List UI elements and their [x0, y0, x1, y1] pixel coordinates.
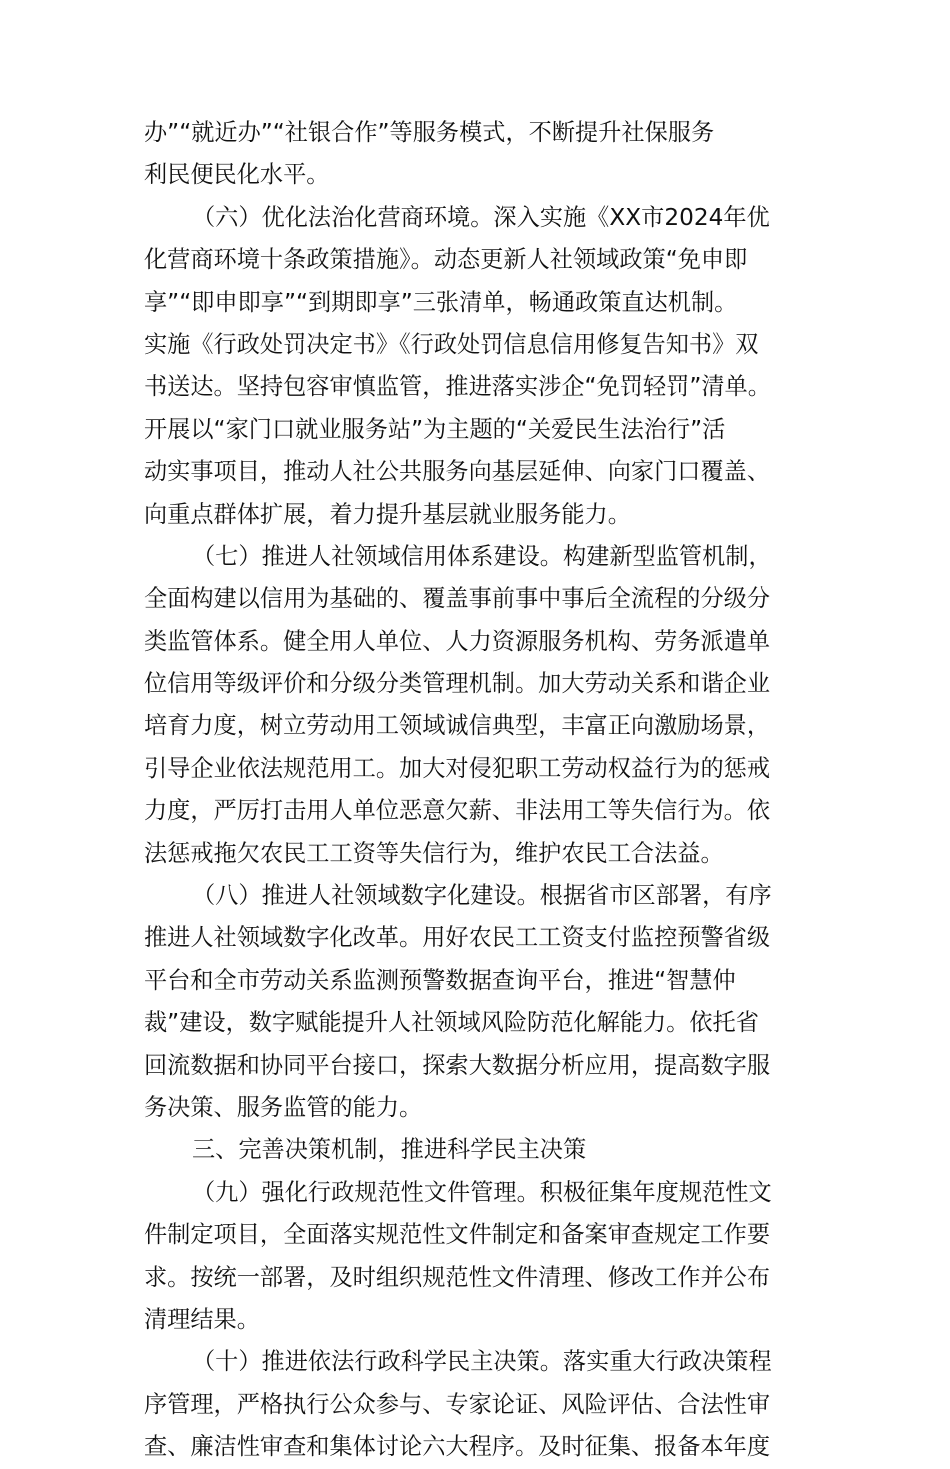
text-line: （九）强化行政规范性文件管理。积极征集年度规范性文 — [192, 1178, 772, 1206]
text-line: 动实事项目，推动人社公共服务向基层延伸、向家门口覆盖、 — [144, 458, 771, 486]
text-line: 全面构建以信用为基础的、覆盖事前事中事后全流程的分级分 — [144, 585, 771, 613]
text-line: 推进人社领域数字化改革。用好农民工工资支付监控预警省级 — [144, 924, 771, 952]
text-line: （六）优化法治化营商环境。深入实施《XX市2024年优 — [192, 203, 770, 231]
text-line: 类监管体系。健全用人单位、人力资源服务机构、劳务派遣单 — [144, 627, 771, 655]
text-line: 回流数据和协同平台接口，探索大数据分析应用，提高数字服 — [144, 1051, 771, 1079]
text-line: （七）推进人社领域信用体系建设。构建新型监管机制， — [192, 542, 772, 570]
text-line: 开展以“家门口就业服务站”为主题的“关爱民生法治行”活 — [144, 415, 726, 443]
text-line: 引导企业依法规范用工。加大对侵犯职工劳动权益行为的惩戒 — [144, 754, 771, 782]
text-line: 书送达。坚持包容审慎监管，推进落实涉企“免罚轻罚”清单。 — [144, 373, 771, 401]
text-line: 裁”建设，数字赋能提升人社领域风险防范化解能力。依托省 — [144, 1009, 759, 1037]
text-line: 向重点群体扩展，着力提升基层就业服务能力。 — [144, 500, 631, 528]
text-line: 清理结果。 — [144, 1305, 260, 1333]
text-line: 办”“就近办”“社银合作”等服务模式，不断提升社保服务 — [144, 119, 715, 146]
text-line: 求。按统一部署，及时组织规范性文件清理、修改工作并公布 — [144, 1263, 771, 1291]
text-line: 位信用等级评价和分级分类管理机制。加大劳动关系和谐企业 — [144, 670, 771, 698]
text-line: 利民便民化水平。 — [144, 161, 330, 189]
document-body — [144, 112, 810, 1469]
text-line: 三、完善决策机制，推进科学民主决策 — [192, 1136, 587, 1164]
text-line: 法惩戒拖欠农民工工资等失信行为，维护农民工合法益。 — [144, 839, 724, 867]
text-line: 培育力度，树立劳动用工领域诚信典型，丰富正向激励场景， — [144, 712, 771, 740]
text-line: 序管理，严格执行公众参与、专家论证、风险评估、合法性审 — [144, 1390, 771, 1418]
text-line: 件制定项目，全面落实规范性文件制定和备案审查规定工作要 — [144, 1221, 771, 1249]
text-line: 查、廉洁性审查和集体讨论六大程序。及时征集、报备本年度 — [144, 1433, 771, 1461]
text-line: 实施《行政处罚决定书》《行政处罚信息信用修复告知书》双 — [144, 330, 759, 358]
text-line: 力度，严厉打击用人单位恶意欠薪、非法用工等失信行为。依 — [144, 797, 771, 825]
text-line: 平台和全市劳动关系监测预警数据查询平台，推进“智慧仲 — [144, 966, 736, 994]
text-line: 务决策、服务监管的能力。 — [144, 1093, 423, 1121]
text-line: 享”“即申即享”“到期即享”三张清单，畅通政策直达机制。 — [144, 288, 738, 316]
text-line: 化营商环境十条政策措施》。动态更新人社领域政策“免申即 — [144, 246, 748, 274]
text-line: （十）推进依法行政科学民主决策。落实重大行政决策程 — [192, 1348, 772, 1376]
text-line: （八）推进人社领域数字化建设。根据省市区部署，有序 — [192, 882, 772, 910]
